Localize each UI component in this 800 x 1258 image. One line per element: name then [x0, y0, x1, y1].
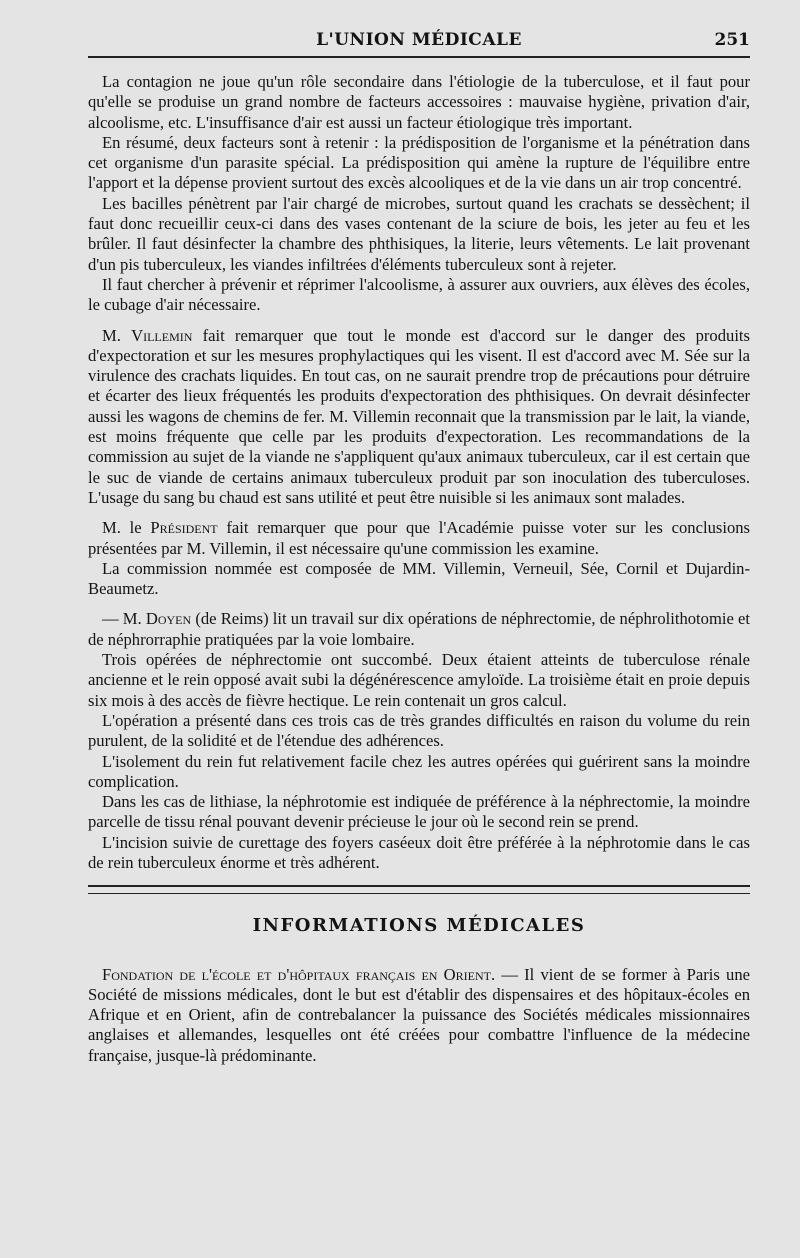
doyen-paragraph [88, 609, 750, 650]
paragraph: Trois opérées de néphrectomie ont succombé. Deux étaient atteints de tuberculose rénale ancienne et le rein opposé avait subi la dégénérescence amyloïde. La troisième était en proie depuis six mois à des accès de fièvre hectique. Le rein contenait un gros calcul. [88, 650, 750, 710]
paragraph: Dans les cas de lithiase, la néphrotomie est indiquée de préférence à la néphrectomie, la moindre parcelle de tissu rénal pouvant devenir précieuse le jour où le second rein se prend. [88, 792, 750, 832]
paragraph: La contagion ne joue qu'un rôle secondaire dans l'étiologie de la tuberculose, et il faut pour qu'elle se produise un grand nombre de facteurs accessoires : mauvaise hygiène, privation d'air, alcoolisme, etc. L'insuffisance d'air est aussi un facteur étiologique très important. [88, 72, 750, 132]
running-title: L'UNION MÉDICALE [316, 30, 522, 50]
paragraph: L'incision suivie de curettage des foyers caséeux doit être préférée à la néphrotomie dans le cas de rein tuberculeux énorme et très adhérent. [88, 832, 750, 872]
page-number: 251 [714, 30, 750, 50]
page-header [88, 26, 750, 54]
item-text: — Il vient de se former à Paris une Société de missions médicales, dont le but est d'établir des dispensaires et des hôpitaux-écoles en Afrique et en Orient, afin de contrebalancer la puissance des Sociétés médicales missionnaires anglaises et allemandes, lesquelles ont été créées pour combattre l'influence de la médecine française, jusque-là prédominante. [88, 964, 750, 1065]
article-body [88, 72, 750, 1066]
foundation-paragraph [88, 965, 750, 1066]
header-rule [88, 56, 750, 58]
item-heading: Fondation de l'école et d'hôpitaux français en Orient. [102, 964, 496, 984]
villemin-paragraph [88, 326, 750, 509]
commission-paragraph: La commission nommée est composée de MM. Villemin, Verneuil, Sée, Cornil et Dujardin-Beaumetz. [88, 558, 750, 599]
speaker-text: fait remarquer que pour que l'Académie puisse voter sur les conclusions présentées par M. Villemin, il est nécessaire qu'une commission les examine. [88, 518, 750, 558]
speaker-name: Doyen [145, 609, 192, 629]
speaker-text: (de Reims) lit un travail sur dix opérations de néphrectomie, de néphrolithotomie et de néphrorraphie pratiquées par la voie lombaire. [88, 609, 750, 649]
speaker-name: Villemin [131, 325, 193, 345]
speaker-text: fait remarquer que tout le monde est d'accord sur le danger des produits d'expectoration et sur les mesures prophylactiques qui les visent. Il est d'accord avec M. Sée sur la virulence des crachats liquides. En tout cas, on ne saurait prendre trop de précautions pour détruire et écarter des lieux fréquentés les produits d'expectoration des phthisiques. On devrait désinfecter aussi les wagons de chemins de fer. M. Villemin reconnait que la transmission par le lait, la viande, est moins fréquente que celle par les produits d'expectoration. Les recommandations de la commission au sujet de la viande ne s'appliquent qu'aux animaux tuberculeux, car il est certain que le suc de viande de certains animaux tuberculeux produit par son inoculation des tuberculoses. L'usage du sang bu chaud est sans utilité et peut être nuisible si les animaux sont malades. [88, 325, 750, 507]
speaker-prefix: M. [102, 325, 132, 345]
speaker-prefix: — M. [102, 609, 146, 629]
paragraph: Les bacilles pénètrent par l'air chargé de microbes, surtout quand les crachats se dessèchent; il faut donc recueillir ceux-ci dans des vases contenant de la sciure de bois, les jeter au feu et les brûler. Il faut désinfecter la chambre des phthisiques, la literie, leurs vêtements. Le lait provenant d'un pis tuberculeux, les viandes infiltrées d'éléments tuberculeux sont à rejeter. [88, 193, 750, 274]
section-title: INFORMATIONS MÉDICALES [252, 915, 586, 937]
paragraph: L'opération a présenté dans ces trois cas de très grandes difficultés en raison du volume du rein purulent, de la solidité et de l'étendue des adhérences. [88, 710, 750, 751]
paragraph: En résumé, deux facteurs sont à retenir : la prédisposition de l'organisme et la pénétration dans cet organisme d'un parasite spécial. La prédisposition qui amène la rupture de l'équilibre entre l'apport et la dépense provient surtout des excès alcooliques et de la vie dans un air trop concentré. [88, 132, 750, 193]
section-divider [88, 885, 750, 894]
paragraph: Il faut chercher à prévenir et réprimer l'alcoolisme, à assurer aux ouvriers, aux élèves des écoles, le cubage d'air nécessaire. [88, 274, 750, 315]
paragraph: L'isolement du rein fut relativement facile chez les autres opérées qui guérirent sans la moindre complication. [88, 751, 750, 791]
speaker-name: Président [150, 518, 218, 538]
speaker-prefix: M. le [102, 518, 151, 538]
president-paragraph [88, 518, 750, 559]
